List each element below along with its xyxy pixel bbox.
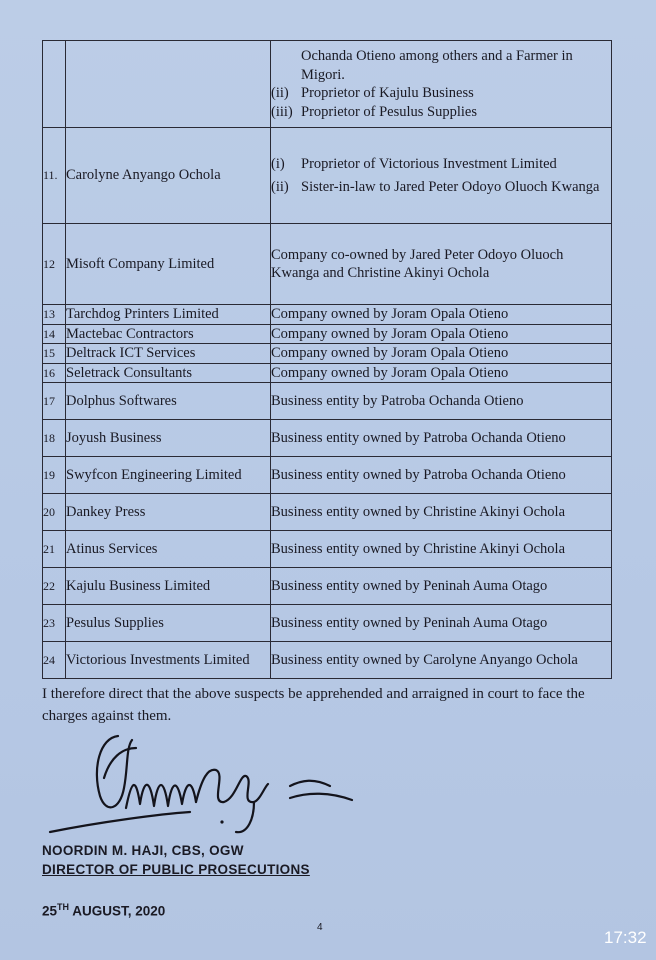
row-description: Business entity owned by Patroba Ochanda Otieno — [271, 420, 612, 457]
row-description: Company owned by Joram Opala Otieno — [271, 363, 612, 383]
row-name: Deltrack ICT Services — [66, 344, 271, 364]
table-row — [43, 128, 612, 224]
list-marker: (i) — [271, 156, 285, 172]
row-description: Business entity owned by Christine Akinyi Ochola — [271, 531, 612, 568]
table-row — [43, 568, 612, 605]
row-name: Victorious Investments Limited — [66, 642, 271, 679]
table-row — [43, 305, 612, 325]
row-description: Company co-owned by Jared Peter Odoyo Oluoch Kwanga and Christine Akinyi Ochola — [271, 224, 612, 305]
row-number: 20 — [43, 494, 66, 531]
row-description: Business entity owned by Peninah Auma Otago — [271, 568, 612, 605]
row-name: Seletrack Consultants — [66, 363, 271, 383]
table-row — [43, 224, 612, 305]
description-line: Proprietor of Pesulus Supplies — [301, 103, 478, 120]
row-number: 12 — [43, 224, 66, 305]
description-line: Sister-in-law to Jared Peter Odoyo Oluoch Kwanga — [301, 178, 600, 195]
table-row — [43, 363, 612, 383]
table-row — [43, 324, 612, 344]
status-time: 17:32 — [604, 928, 647, 947]
row-description: Business entity owned by Patroba Ochanda Otieno — [271, 457, 612, 494]
row-name: Mactebac Contractors — [66, 324, 271, 344]
description-line: Ochanda Otieno among others and a Farmer in Migori. — [301, 48, 573, 83]
row-number: 18 — [43, 420, 66, 457]
row-name: Kajulu Business Limited — [66, 568, 271, 605]
row-name: Misoft Company Limited — [66, 224, 271, 305]
date-rest: AUGUST, 2020 — [69, 903, 166, 919]
list-marker: (iii) — [271, 103, 293, 120]
row-description — [271, 128, 612, 224]
row-number: 13 — [43, 305, 66, 325]
row-number: 23 — [43, 605, 66, 642]
suspects-table — [42, 40, 612, 679]
description-line: Proprietor of Kajulu Business — [301, 85, 474, 101]
table-row — [43, 383, 612, 420]
row-description: Business entity by Patroba Ochanda Otieno — [271, 383, 612, 420]
row-number: 15 — [43, 344, 66, 364]
table-row — [43, 531, 612, 568]
row-name: Swyfcon Engineering Limited — [66, 457, 271, 494]
row-name — [66, 41, 271, 128]
row-number: 11. — [43, 128, 66, 224]
row-number — [43, 41, 66, 128]
table-row — [43, 494, 612, 531]
row-name: Pesulus Supplies — [66, 605, 271, 642]
table-row — [43, 344, 612, 364]
row-name: Joyush Business — [66, 420, 271, 457]
list-marker: (ii) — [271, 178, 289, 195]
row-name: Dankey Press — [66, 494, 271, 531]
table-row — [43, 642, 612, 679]
table-row — [43, 457, 612, 494]
row-description: Business entity owned by Carolyne Anyango Ochola — [271, 642, 612, 679]
signatory-name: NOORDIN M. HAJI, CBS, OGW — [42, 843, 244, 858]
document-date — [42, 902, 165, 919]
row-number: 16 — [43, 363, 66, 383]
table-row — [43, 41, 612, 128]
page-number: 4 — [317, 922, 323, 933]
list-marker: (ii) — [271, 85, 289, 101]
signature-image — [40, 718, 370, 838]
row-description: Company owned by Joram Opala Otieno — [271, 305, 612, 325]
table-row — [43, 605, 612, 642]
row-name: Tarchdog Printers Limited — [66, 305, 271, 325]
row-number: 24 — [43, 642, 66, 679]
row-number: 22 — [43, 568, 66, 605]
row-name: Dolphus Softwares — [66, 383, 271, 420]
row-number: 19 — [43, 457, 66, 494]
row-number: 14 — [43, 324, 66, 344]
description-line: Proprietor of Victorious Investment Limited — [301, 156, 557, 172]
row-description: Company owned by Joram Opala Otieno — [271, 344, 612, 364]
table-row — [43, 420, 612, 457]
date-day: 25 — [42, 903, 58, 919]
row-number: 21 — [43, 531, 66, 568]
row-name: Atinus Services — [66, 531, 271, 568]
closing-statement: I therefore direct that the above suspects be apprehended and arraigned in court to face the charges against them. — [42, 686, 585, 724]
row-description: Business entity owned by Christine Akinyi Ochola — [271, 494, 612, 531]
row-description: Company owned by Joram Opala Otieno — [271, 324, 612, 344]
row-description: Business entity owned by Peninah Auma Otago — [271, 605, 612, 642]
row-description — [271, 41, 612, 128]
date-suffix: TH — [57, 902, 70, 912]
row-number: 17 — [43, 383, 66, 420]
signatory-title: DIRECTOR OF PUBLIC PROSECUTIONS — [42, 862, 310, 877]
row-name: Carolyne Anyango Ochola — [66, 128, 271, 224]
